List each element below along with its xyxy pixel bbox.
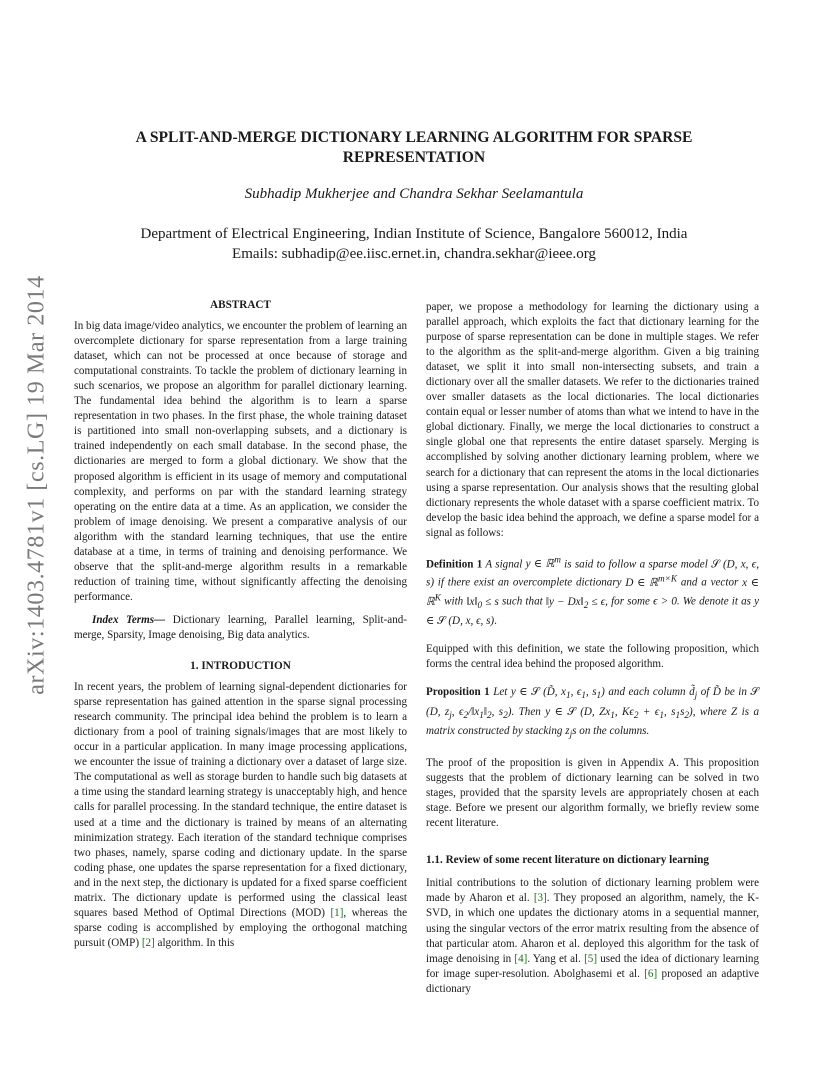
math-y-in-s: y ∈ 𝒮 (D, x, ϵ, s)	[426, 595, 760, 628]
math-s-d-zj: 𝒮 (D, $z_j$, $\epsilon_2/‖x_1‖_2$, $s_2$)	[426, 686, 759, 721]
proposition-followup: The proof of the proposition is given in Appendix A. This proposition suggests that the problem of dictionary learning can be solved in two stages, provided that the sparsity levels are appropriately chosen at each stage. Before we present our algorithm formally, we briefly review some recent literature.	[426, 757, 759, 830]
abstract-text: In big data image/video analytics, we encounter the problem of learning an overcomplete dictionary for sparse representation from a large training dataset, which can not be processed at once because of storage and computational constraints. To tackle the problem of dictionary learning in such scenarios, we propose an algorithm for parallel dictionary learning. The fundamental idea behind the algorithm is to learn a sparse representation in two phases. In the first phase, the whole training dataset is partitioned into small non-overlapping subsets, and a dictionary is trained independently on each small database. In the second phase, the dictionaries are merged to form a global dictionary. We show that the proposed algorithm is efficient in its usage of memory and computational complexity, and performs on par with the standard learning strategy operating on the entire data at a time. As an application, we consider the problem of image denoising. We present a comparative analysis of our algorithm with the standard learning techniques, that use the entire database at a time, in terms of training and denoising performance. We observe that the split-and-merge algorithm results in a remarkable reduction of training time, without significantly affecting the denoising performance.	[74, 320, 407, 603]
citation-link[interactable]: [2]	[141, 936, 155, 949]
math-sparse-model: 𝒮 (D, x, ϵ, s)	[426, 558, 759, 590]
math-zjs: $z_js$	[565, 724, 577, 741]
arxiv-stamp-text: arXiv:1403.4781v1 [cs.LG] 19 Mar 2014	[23, 275, 50, 695]
index-terms	[74, 613, 407, 643]
index-terms-text: Dictionary learning, Parallel learning, Split-and-merge, Sparsity, Image denoising, Big data analytics.	[74, 613, 407, 641]
math-l0-norm: $‖x‖_0 \le s$	[466, 595, 499, 612]
citation-link[interactable]: [1]	[330, 906, 344, 919]
review-paragraph: Initial contributions to the solution of dictionary learning problem were made by Aharon et al. [3]. They proposed an algorithm, namely, the K-SVD, in which one updates the dictionary atoms in a sequential manner, using the singular vectors of the error matrix resulting from the absence of that particular atom. Aharon et al. deployed this algorithm for the task of image denoising in [4]. Yang et al. [5] used the idea of dictionary learning for image super-resolution. Abolghasemi et al. [6] proposed an adaptive dictionary	[426, 877, 759, 995]
math-z: Z	[731, 705, 738, 718]
definition-followup: Equipped with this definition, we state the following proposition, which forms the central idea behind the proposed algorithm.	[426, 643, 759, 671]
math-y-in-rm: y ∈ ℝ$^m$	[525, 555, 561, 571]
math-y-in-s-dtilde: y ∈ 𝒮 (D̃, $x_1$, $\epsilon_1$, $s_1$)	[510, 686, 605, 702]
introduction-paragraph	[74, 680, 407, 951]
intro-continuation: paper, we propose a methodology for learning the dictionary using a parallel approach, which exploits the fact that dictionary learning for the purpose of sparse representation can be done in multiple stages. We refer to the algorithm as the split-and-merge algorithm. Given a big training dataset, we split it into small non-intersecting subsets, and train a dictionary over all the smaller datasets. We refer to the dictionaries trained over smaller datasets as the local dictionaries. The local dictionaries contain equal or lesser number of atoms than what we intend to have in the global dictionary. Finally, we merge the local dictionaries to construct a single global one that represents the entire dataset sparsely. Merging is accomplished by solving another dictionary learning problem, where we search for a dictionary that can represent the atoms in the local dictionaries using a sparse representation. Our analysis shows that the resulting global dictionary represents the whole dataset with a sparse coefficient matrix. To develop the basic idea behind the approach, we define a sparse model for a signal as follows:	[426, 301, 759, 539]
citation-link[interactable]: [6]	[644, 967, 658, 980]
citation-link[interactable]: [5]	[584, 952, 598, 965]
index-terms-label: Index Terms—	[92, 613, 166, 626]
paper-title: A SPLIT-AND-MERGE DICTIONARY LEARNING ALGORITHM FOR SPARSE REPRESENTATION	[135, 129, 693, 166]
citation-link[interactable]: [4]	[514, 952, 528, 965]
review-heading: 1.1. Review of some recent literature on dictionary learning	[426, 854, 709, 867]
math-eps-pos: ϵ > 0	[653, 595, 677, 608]
math-dtilde-j: $d̃_j$	[689, 686, 698, 702]
emails: Emails: subhadip@ee.iisc.ernet.in, chandra.sekhar@ieee.org	[232, 246, 596, 262]
arxiv-stamp	[16, 275, 58, 695]
abstract-heading: ABSTRACT	[210, 299, 271, 311]
proposition-1: Proposition 1 Let y ∈ 𝒮 (D̃, $x_1$, $\epsilon_1$, $s_1$) and each column $d̃_j$ of D̃ be in 𝒮 (D, $z_j$, $\epsilon_2/‖x_1‖_2$, $s_2$). Then y ∈ 𝒮 (D, $Zx_1$, $K\epsilon_2 + \epsilon_1$, $s_1s_2$), where Z is a matrix constructed by stacking $z_js$ on the columns.	[426, 686, 759, 741]
definition-label: Definition 1	[426, 558, 483, 571]
math-x-in-rk: x ∈ ℝ$^K$	[426, 577, 760, 608]
math-d-in-rmk: D ∈ ℝ$^{m\times K}$	[625, 574, 678, 590]
intro-text: , whereas the sparse coding is accomplished by employing the orthogonal matching pursuit (OMP)	[74, 906, 408, 949]
affiliation-block	[90, 224, 738, 264]
affiliation: Department of Electrical Engineering, Indian Institute of Science, Bangalore 560012, India	[140, 226, 688, 242]
left-column	[74, 298, 407, 951]
right-column	[426, 300, 759, 997]
intro-text: algorithm. In this	[154, 936, 235, 949]
introduction-heading: 1. INTRODUCTION	[190, 660, 291, 673]
citation-link[interactable]: [3]	[533, 892, 547, 905]
proposition-label: Proposition 1	[426, 686, 490, 699]
math-dtilde: D̃	[712, 686, 721, 699]
math-y-in-s-dz: y ∈ 𝒮 (D, $Zx_1$, $K\epsilon_2 + \epsilon_1$, $s_1s_2$)	[545, 705, 693, 721]
definition-1: Definition 1 A signal y ∈ ℝ$^m$ is said to follow a sparse model 𝒮 (D, x, ϵ, s) if there exist an overcomplete dictionary D ∈ ℝ$^{m\times K}$ and a vector x ∈ ℝ$^K$ with $‖x‖_0 \le s$ such that ‖y − $Dx‖_2 \le \epsilon$, for some ϵ > 0. We denote it as y ∈ 𝒮 (D, x, ϵ, s).	[426, 555, 760, 628]
author-list: Subhadip Mukherjee and Chandra Sekhar Seelamantula	[244, 186, 584, 202]
math-residual: ‖y − $Dx‖_2 \le \epsilon$	[545, 595, 606, 612]
intro-text: In recent years, the problem of learning signal-dependent dictionaries for sparse representation has gained attention in the sparse signal processing research community. The principal idea behind the problem is to learn a dictionary from a pool of training signals/images that are most likely to occur in a particular application. In many image processing applications, we encounter the issue of training a dictionary over a dataset of large size. The computational as well as storage burden to handle such big datasets at a time using the standard learning strategy is unacceptably high, and hence calls for parallel processing. In the standard technique, the entire dataset is used at a time and the dictionary is trained by means of an alternating minimization strategy. Each iteration of the standard technique comprises two phases, namely, sparse coding and dictionary update. In the sparse coding phase, one updates the sparse representation for a fixed dictionary, and in the next step, the dictionary is updated for a fixed sparse coefficient matrix. The dictionary update is performed using the classical least squares based Method of Optimal Directions (MOD)	[74, 681, 407, 919]
